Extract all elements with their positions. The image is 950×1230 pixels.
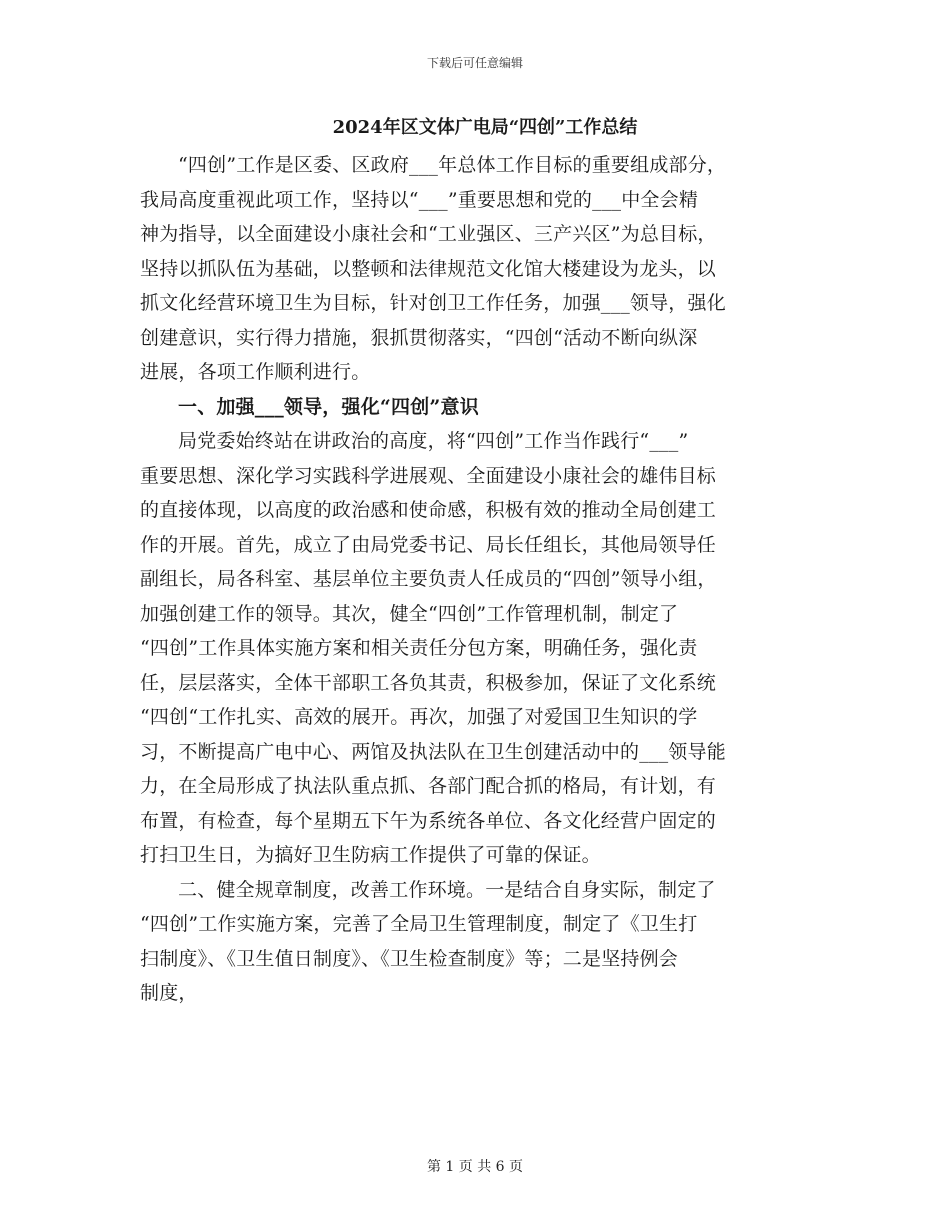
document-title: 2024年区文体广电局“四创”工作总结: [332, 117, 638, 138]
paragraph-line: 进展，各项工作顺利进行。: [140, 361, 371, 383]
paragraph-line: 抓文化经营环境卫生为目标，针对创卫工作任务，加强___领导，强化: [140, 292, 726, 314]
paragraph-line: 的直接体现，以高度的政治感和使命感，积极有效的推动全局创建工: [140, 499, 717, 521]
section-heading: 一、加强___领导，强化“四创”意识: [178, 395, 479, 418]
paragraph-line: 制度，: [140, 982, 198, 1004]
paragraph-line: 坚持以抓队伍为基础，以整顿和法律规范文化馆大楼建设为龙头，以: [140, 257, 717, 280]
paragraph-line: “四创“工作扎实、高效的展开。再次，加强了对爱国卫生知识的学: [140, 706, 698, 728]
paragraph-line: 任，层层落实，全体干部职工各负其责，积极参加，保证了文化系统: [140, 671, 717, 694]
page-footer: 第 1 页 共 6 页: [426, 1159, 524, 1175]
paragraph-line: 扫制度》、《卫生值日制度》、《卫生检查制度》等；二是坚持例会: [140, 947, 679, 970]
paragraph-line: 神为指导，以全面建设小康社会和“工业强区、三产兴区”为总目标，: [140, 223, 717, 245]
paragraph-line: 创建意识，实行得力措施，狠抓贯彻落实，“四创“活动不断向纵深: [140, 326, 698, 349]
page-header: 下载后可任意编辑: [426, 56, 523, 70]
paragraph-line: 局党委始终站在讲政治的高度，将“四创”工作当作践行“___”: [178, 430, 689, 452]
paragraph-line: “四创”工作具体实施方案和相关责任分包方案，明确任务，强化责: [140, 637, 698, 659]
document-body: [140, 108, 810, 1011]
paragraph-line: 重要思想、深化学习实践科学进展观、全面建设小康社会的雄伟目标: [140, 464, 717, 487]
paragraph-line: 作的开展。首先，成立了由局党委书记、局长任组长，其他局领导任: [140, 533, 717, 556]
paragraph-line: 二、健全规章制度，改善工作环境。一是结合自身实际，制定了: [178, 878, 716, 901]
paragraph-line: “四创”工作实施方案，完善了全局卫生管理制度，制定了《卫生打: [140, 913, 698, 935]
paragraph-line: 习，不断提高广电中心、两馆及执法队在卫生创建活动中的___领导能: [140, 740, 726, 763]
paragraph-line: 我局高度重视此项工作，坚持以“___”重要思想和党的___中全会精: [140, 188, 699, 211]
paragraph-line: 打扫卫生日，为搞好卫生防病工作提供了可靠的保证。: [140, 844, 601, 866]
paragraph-line: 力，在全局形成了执法队重点抓、各部门配合抓的格局，有计划，有: [140, 775, 717, 797]
paragraph-line: 副组长，局各科室、基层单位主要负责人任成员的“四创”领导小组，: [140, 568, 717, 590]
paragraph-line: “四创”工作是区委、区政府___年总体工作目标的重要组成部分，: [178, 154, 727, 176]
paragraph-line: 布置，有检查，每个星期五下午为系统各单位、各文化经营户固定的: [140, 809, 717, 832]
paragraph-line: 加强创建工作的领导。其次，健全“四创”工作管理机制，制定了: [140, 602, 679, 625]
